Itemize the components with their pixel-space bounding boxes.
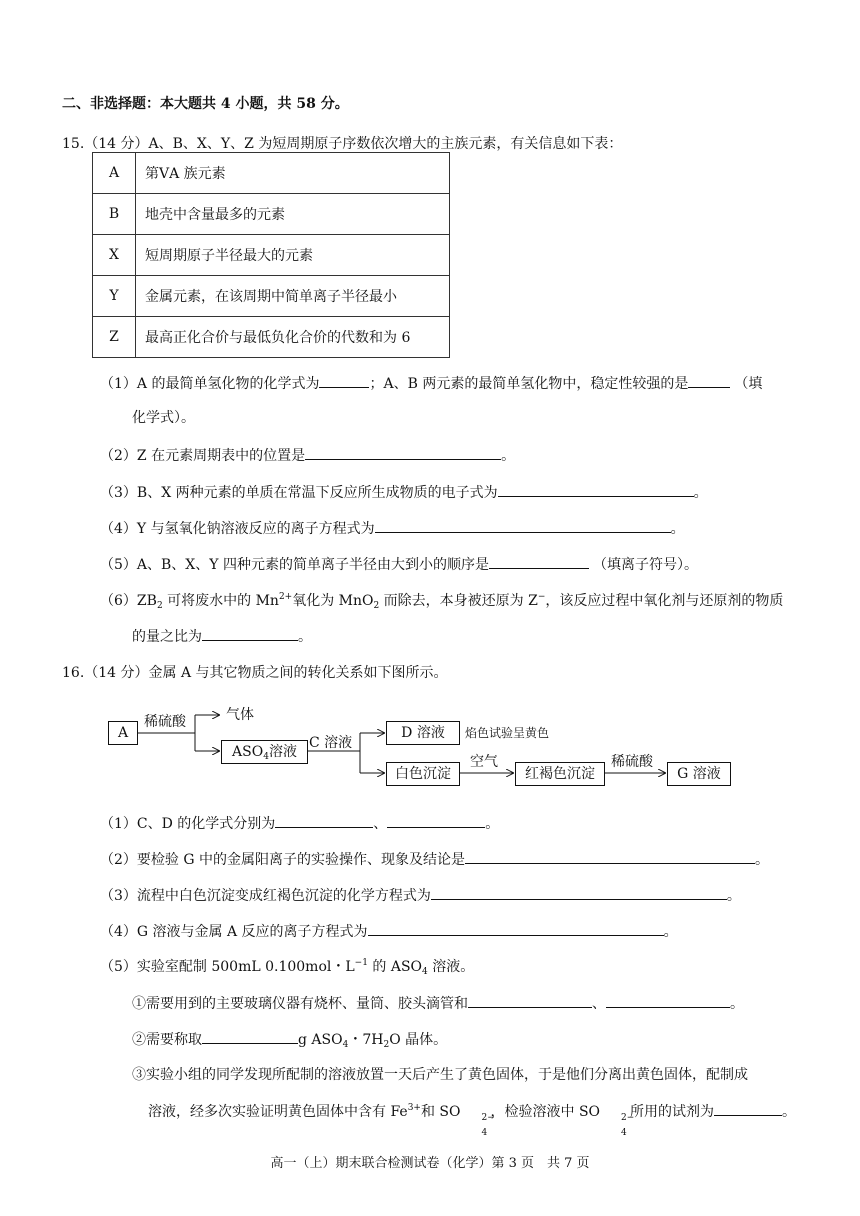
q15-part1: （1）A 的最简单氢化物的化学式为 ；A、B 两元素的最简单氢化物中，稳定性较强的是 （填 xyxy=(100,373,762,394)
q15-part6-cont: 的量之比为 。 xyxy=(132,626,312,647)
q16-part2: （2）要检验 G 中的金属阳离子的实验操作、现象及结论是 。 xyxy=(100,849,769,870)
q16-part5-step3: ③实验小组的同学发现所配制的溶液放置一天后产生了黄色固体，于是他们分离出黄色固体，配制成 xyxy=(132,1067,748,1083)
label-dilute-acid-1: 稀硫酸 xyxy=(144,714,186,730)
q16-part5: （5）实验室配制 500mL 0.100mol・$L^{-1}$ 的 $ASO_4$ 溶液。 xyxy=(100,958,475,977)
label-c-solution: C 溶液 xyxy=(309,735,353,751)
element-info-cell: 最高正化合价与最低负化合价的代数和为 6 xyxy=(136,317,450,358)
answer-blank[interactable] xyxy=(368,921,664,936)
answer-blank[interactable] xyxy=(387,813,485,828)
label-gas: 气体 xyxy=(226,707,254,723)
q15-part5: （5）A、B、X、Y 四种元素的简单离子半径由大到小的顺序是 （填离子符号）。 xyxy=(100,554,698,575)
answer-blank[interactable] xyxy=(465,849,755,864)
q16-part5-step3-cont: 溶液，经多次实验证明黄色固体中含有 $Fe^{3+}$和 SO 2− 4 ，检验溶液中 SO 2− 4 所用的试剂为 。 xyxy=(148,1103,797,1138)
element-symbol-cell: Z xyxy=(93,317,136,358)
answer-blank[interactable] xyxy=(431,885,727,900)
q16-part1: （1）C、D 的化学式分别为 、 。 xyxy=(100,813,499,834)
box-redbrown-precipitate: 红褐色沉淀 xyxy=(515,762,605,786)
q15-part4: （4）Y 与氢氧化钠溶液反应的离子方程式为 。 xyxy=(100,518,685,539)
element-info-cell: 地壳中含量最多的元素 xyxy=(136,194,450,235)
box-metal-a: A xyxy=(108,721,138,745)
answer-blank[interactable] xyxy=(714,1101,782,1116)
label-air: 空气 xyxy=(470,754,498,770)
page-footer: 高一（上）期末联合检测试卷（化学）第 3 页 共 7 页 xyxy=(270,1156,590,1171)
element-symbol-cell: B xyxy=(93,194,136,235)
q16-part4: （4）G 溶液与金属 A 反应的离子方程式为 。 xyxy=(100,921,678,942)
q16-part5-step1: ①需要用到的主要玻璃仪器有烧杯、量筒、胶头滴管和 、 。 xyxy=(132,993,744,1014)
answer-blank[interactable] xyxy=(468,993,592,1008)
element-symbol-cell: Y xyxy=(93,276,136,317)
label-dilute-acid-2: 稀硫酸 xyxy=(611,754,653,770)
element-symbol-cell: X xyxy=(93,235,136,276)
label-flame-test: 焰色试验呈黄色 xyxy=(465,726,550,740)
box-d-solution: D 溶液 xyxy=(386,721,460,745)
answer-blank[interactable] xyxy=(606,993,730,1008)
answer-blank[interactable] xyxy=(275,813,373,828)
element-symbol-cell: A xyxy=(93,153,136,194)
box-g-solution: G 溶液 xyxy=(667,762,731,786)
q16-part5-step2: ②需要称取 g $ASO_4$・$7H_2O$ 晶体。 xyxy=(132,1029,447,1050)
q15-intro: 15.（14 分）A、B、X、Y、Z 为短周期原子序数依次增大的主族元素，有关信息如下表： xyxy=(62,136,623,152)
q15-part1-cont: 化学式）。 xyxy=(132,410,195,426)
box-aso4-solution: $ASO_4$溶液 xyxy=(221,740,308,764)
element-info-cell: 短周期原子半径最大的元素 xyxy=(136,235,450,276)
element-info-cell: 第ⅤA 族元素 xyxy=(136,153,450,194)
section-heading: 二、非选择题：本大题共 4 小题，共 58 分。 xyxy=(62,96,349,112)
q15-part3: （3）B、X 两种元素的单质在常温下反应所生成物质的电子式为 。 xyxy=(100,482,708,503)
element-info-cell: 金属元素，在该周期中简单离子半径最小 xyxy=(136,276,450,317)
q15-part6: $(6)ZB_2$ 可将废水中的 $Mn^{2+}$氧化为 MnO$_2$ 而除去，本身被还原为 Z−，该反应过程中氧化剂与还原剂的物质 xyxy=(100,592,784,611)
q16-intro: 16.（14 分）金属 A 与其它物质之间的转化关系如下图所示。 xyxy=(62,665,448,681)
q15-part2: （2）Z 在元素周期表中的位置是 。 xyxy=(100,445,515,466)
box-white-precipitate: 白色沉淀 xyxy=(386,762,460,786)
q16-part3: （3）流程中白色沉淀变成红褐色沉淀的化学方程式为 。 xyxy=(100,885,741,906)
answer-blank[interactable] xyxy=(202,1029,298,1044)
